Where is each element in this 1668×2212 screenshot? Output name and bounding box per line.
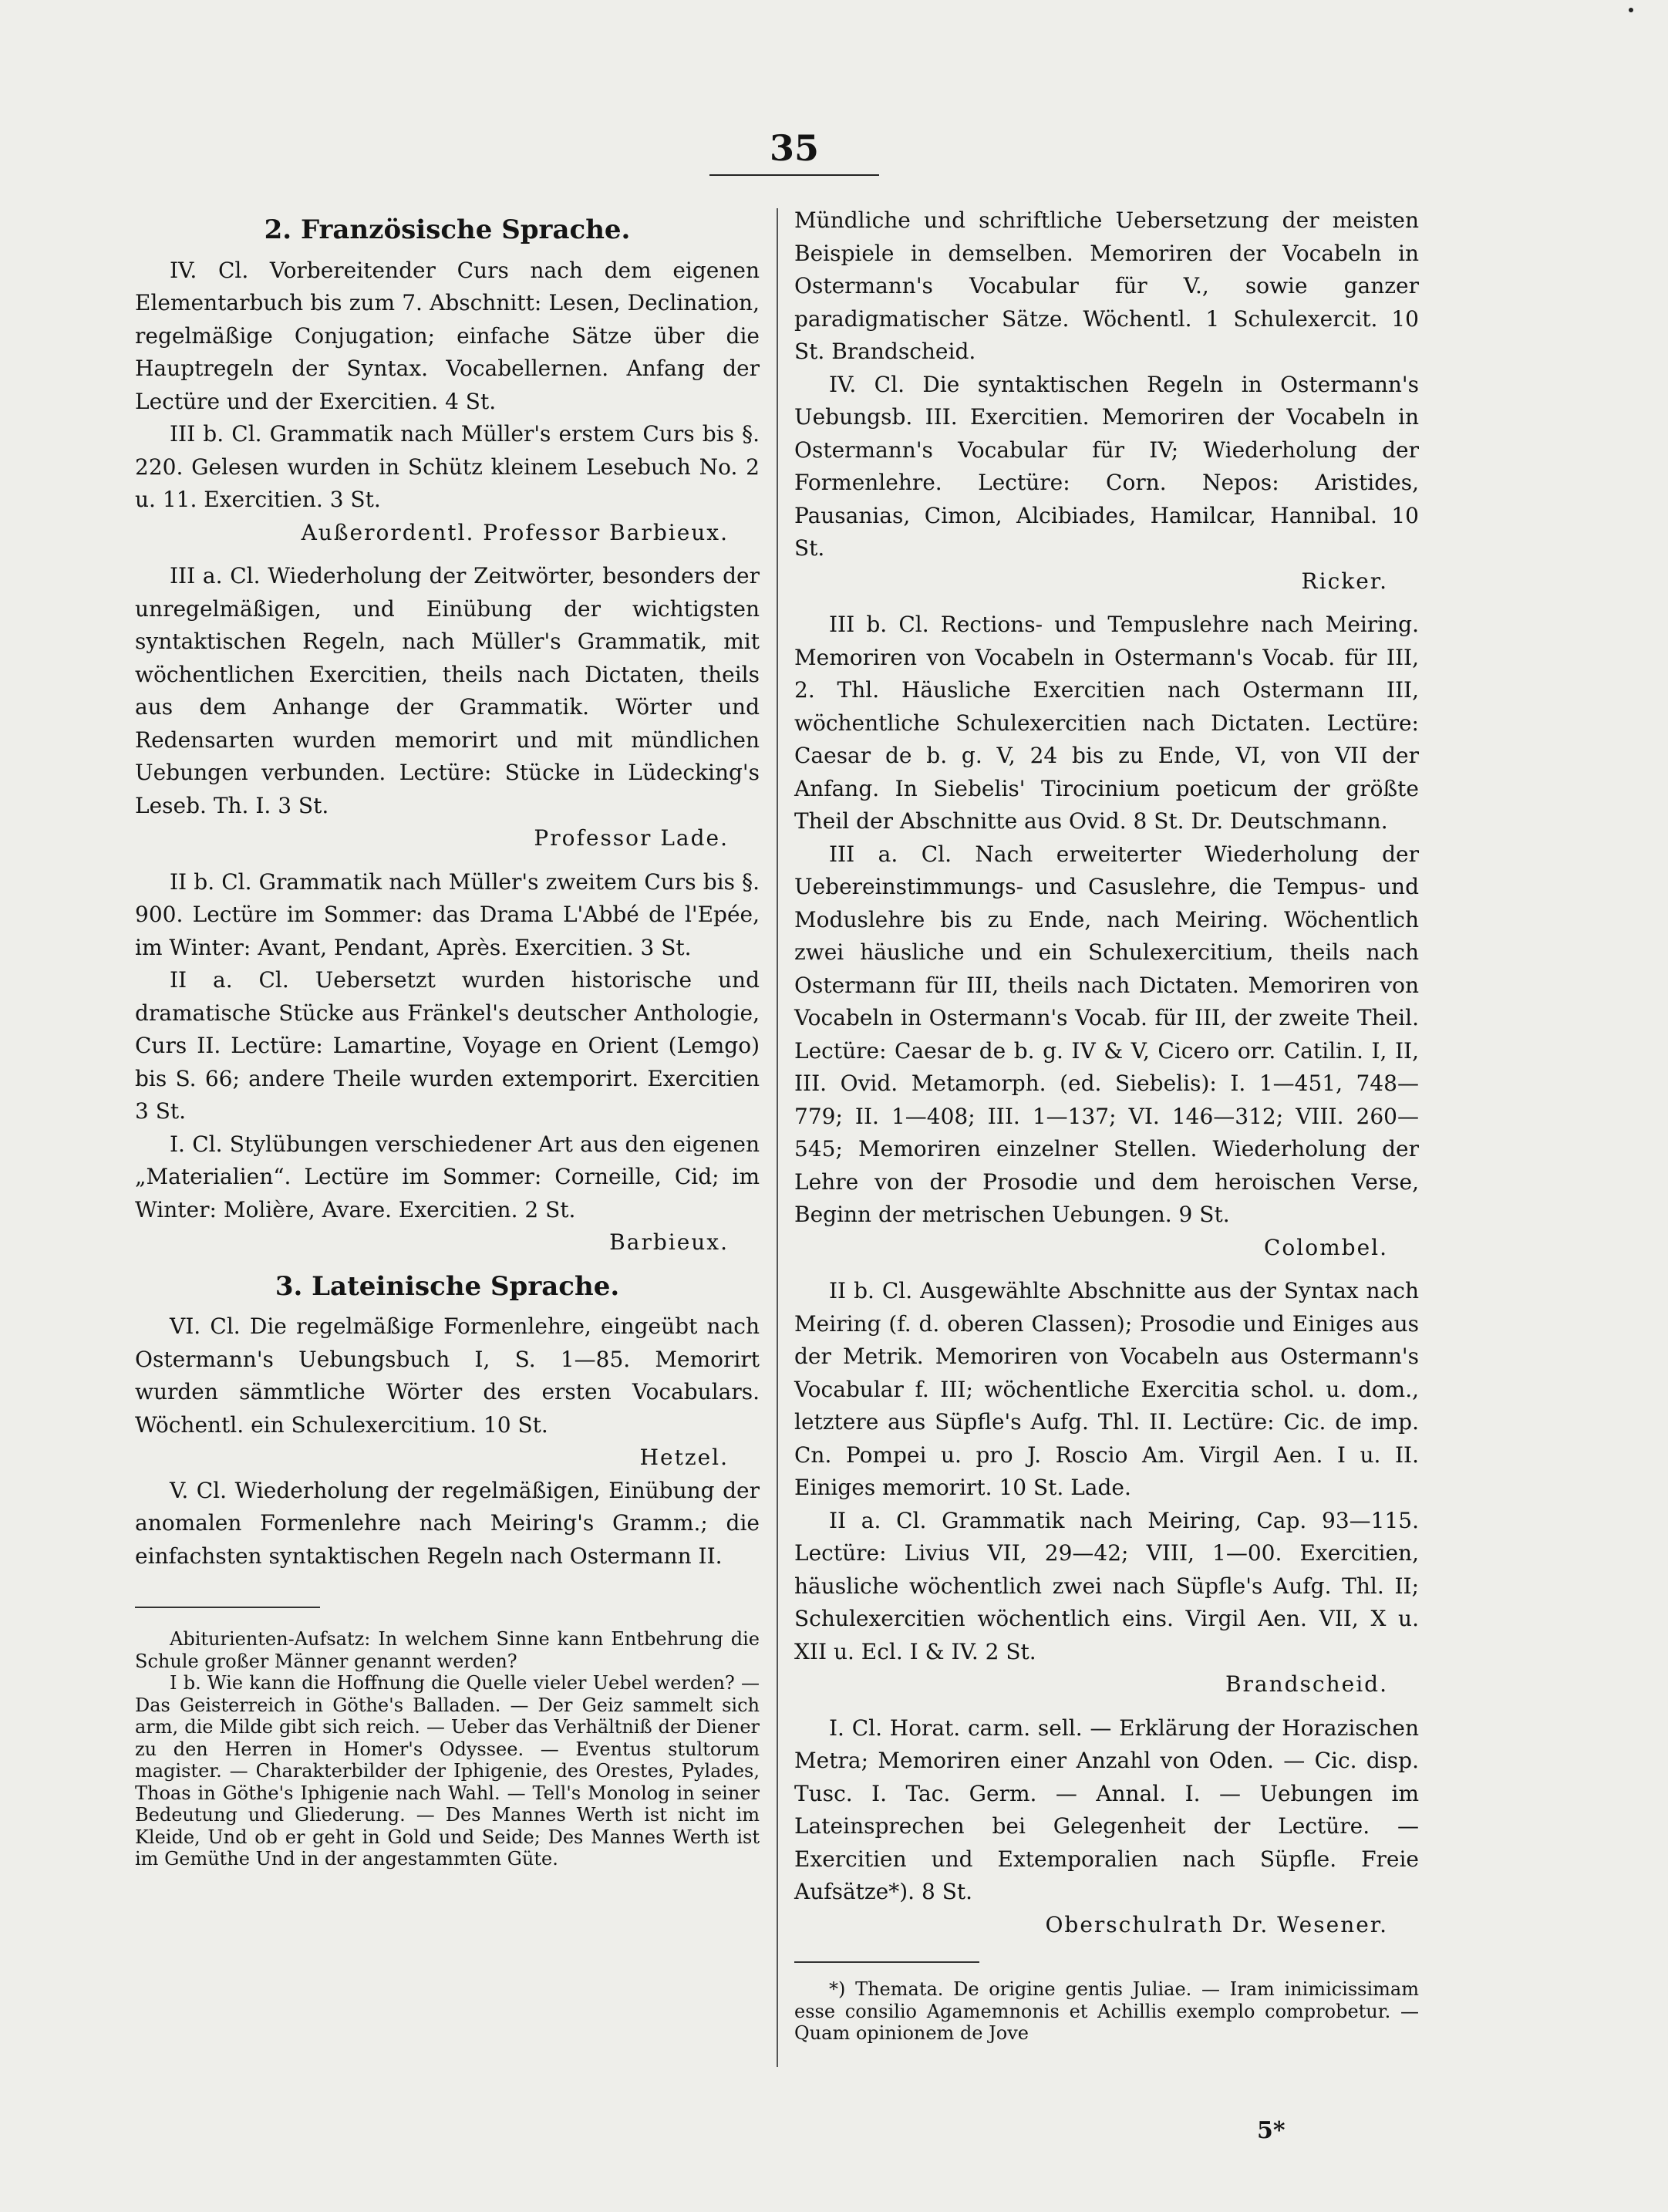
french-entry-iv: IV. Cl. Vorbereitender Curs nach dem eigenen Elementarbuch bis zum 7. Abschnitt: Lesen, Declination, regelmäßige Conjugation; einfache Sätze über die Hauptregeln der Syntax. Vocabellernen. Anfang der Lectüre und der Exercitien. 4 St. (135, 257, 760, 414)
latin-teacher-iiia: Colombel. (1264, 1234, 1388, 1260)
footnote-rule (794, 1961, 979, 1963)
latin-entry-vi: VI. Cl. Die regelmäßige Formenlehre, eingeübt nach Ostermann's Uebungsbuch I, S. 1—85. Memorirt wurden sämmtliche Wörter des ersten Vocabulars. Wöchentl. ein Schulexercitium. 10 St. (135, 1313, 760, 1438)
french-heading: 2. Französische Sprache. (264, 214, 631, 245)
french-teacher-i: Barbieux. (609, 1229, 729, 1255)
essay-topic-abitur: Abiturienten-Aufsatz: In welchem Sinne kann Entbehrung die Schule großer Männer genannt werden? (135, 1628, 760, 1672)
french-entry-iib: II b. Cl. Grammatik nach Müller's zweitem Curs bis §. 900. Lectüre im Sommer: das Drama L'Abbé de l'Epée, im Winter: Avant, Pendant, Après. Exercitien. 3 St. (135, 868, 760, 960)
french-entry-i: I. Cl. Stylübungen verschiedener Art aus den eigenen „Materialien“. Lectüre im Sommer: Corneille, Cid; im Winter: Molière, Avare. Exercitien. 2 St. (135, 1131, 760, 1222)
latin-teacher-iia: Brandscheid. (1225, 1671, 1388, 1697)
page-number-rule (709, 174, 879, 176)
printer-signature: 5* (1257, 2117, 1286, 2144)
column-divider (777, 208, 778, 2067)
latin-entry-iib: II b. Cl. Ausgewählte Abschnitte aus der Syntax nach Meiring (f. d. oberen Classen); Prosodie und Einiges aus der Metrik. Memoriren von Vocabeln aus Ostermann's Vocabular f. III; wöchentliche Exercitia schol. u. dom., letztere aus Süpfle's Aufg. Thl. II. Lectüre: Cic. de imp. Cn. Pompei u. pro J. Roscio Am. Virgil Aen. I u. II. Einiges memorirt. 10 St. Lade. (794, 1278, 1419, 1500)
latin-entry-iiib: III b. Cl. Rections- und Tempuslehre nach Meiring. Memoriren von Vocabeln in Ostermann's Vocab. für III, 2. Thl. Häusliche Exercitien nach Ostermann III, wöchentliche Schulexercitien nach Dictaten. Lectüre: Caesar de b. g. V, 24 bis zu Ende, VI, von VII der Anfang. In Siebelis' Tirocinium poeticum der größte Theil der Abschnitte aus Ovid. 8 St. Dr. Deutschmann. (794, 612, 1419, 834)
essay-topics-ib: I b. Wie kann die Hoffnung die Quelle vieler Uebel werden? — Das Geisterreich in Göthe's Balladen. — Der Geiz sammelt sich arm, die Milde gibt sich reich. — Ueber das Verhältniß der Diener zu den Herren in Homer's Odyssee. — Eventus stultorum magister. — Charakterbilder der Iphigenie, des Orestes, Pylades, Thoas in Göthe's Iphigenie nach Wahl. — Tell's Monolog in seiner Bedeutung und Gliederung. — Des Mannes Werth ist nicht im Kleide, Und ob er geht in Gold und Seide; Des Mannes Werth ist im Gemüthe Und in der angestammten Güte. (135, 1672, 760, 1870)
french-entry-iiia: III a. Cl. Wiederholung der Zeitwörter, besonders der unregelmäßigen, und Einübung der wichtigsten syntaktischen Regeln, nach Müller's Grammatik, mit wöchentlichen Exercitien, theils nach Dictaten, theils aus dem Anhange der Grammatik. Wörter und Redensarten wurden memorirt und mit mündlichen Uebungen verbunden. Lectüre: Stücke in Lüdecking's Leseb. Th. I. 3 St. (135, 563, 760, 818)
left-column (135, 204, 760, 1870)
latin-entry-iia: II a. Cl. Grammatik nach Meiring, Cap. 93—115. Lectüre: Livius VII, 29—42; VIII, 1—00. Exercitien, häusliche wöchentlich zwei nach Süpfle's Aufg. Thl. II; Schulexercitien wöchentlich eins. Virgil Aen. VII, X u. XII u. Ecl. I & IV. 2 St. (794, 1507, 1419, 1664)
right-column (794, 204, 1419, 2045)
french-entry-iia: II a. Cl. Uebersetzt wurden historische und dramatische Stücke aus Fränkel's deutscher Anthologie, Curs II. Lectüre: Lamartine, Voyage en Orient (Lemgo) bis S. 66; andere Theile wurden extemporirt. Exercitien 3 St. (135, 967, 760, 1124)
page-mark (1629, 8, 1633, 12)
latin-teacher-iv: Ricker. (1301, 568, 1388, 594)
french-teacher-iiib: Außerordentl. Professor Barbieux. (301, 519, 729, 545)
footnote: *) Themata. De origine gentis Juliae. — Iram inimicissimam esse consilio Agamemnonis et Achillis exemplo comprobetur. — Quam opinionem de Jove (794, 1978, 1419, 2044)
latin-entry-v-cont: Mündliche und schriftliche Uebersetzung der meisten Beispiele in demselben. Memoriren der Vocabeln in Ostermann's Vocabular für V., sowie ganzer paradigmatischer Sätze. Wöchentl. 1 Schulexercit. 10 St. Brandscheid. (794, 207, 1419, 364)
latin-entry-v: V. Cl. Wiederholung der regelmäßigen, Einübung der anomalen Formenlehre nach Meiring's Gramm.; die einfachsten syntaktischen Regeln nach Ostermann II. (135, 1477, 760, 1569)
french-teacher-iiia: Professor Lade. (534, 825, 729, 851)
latin-teacher-i: Oberschulrath Dr. Wesener. (1045, 1911, 1388, 1937)
page-number: 35 (769, 127, 819, 169)
french-entry-iiib: III b. Cl. Grammatik nach Müller's erstem Curs bis §. 220. Gelesen wurden in Schütz kleinem Lesebuch No. 2 u. 11. Exercitien. 3 St. (135, 421, 760, 512)
latin-heading: 3. Lateinische Sprache. (275, 1270, 620, 1302)
latin-entry-iiia: III a. Cl. Nach erweiterter Wiederholung der Uebereinstimmungs- und Casuslehre, die Tempus- und Moduslehre bis zu Ende, nach Meiring. Wöchentlich zwei häusliche und ein Schulexercitium, theils nach Ostermann für III, theils nach Dictaten. Memoriren von Vocabeln in Ostermann's Vocab. für III, der zweite Theil. Lectüre: Caesar de b. g. IV & V, Cicero orr. Catilin. I, II, III. Ovid. Metamorph. (ed. Siebelis): I. 1—451, 748—779; II. 1—408; III. 1—137; VI. 146—312; VIII. 260—545; Memoriren einzelner Stellen. Wiederholung der Lehre von der Prosodie und dem heroischen Verse, Beginn der metrischen Uebungen. 9 St. (794, 841, 1419, 1227)
note-rule (135, 1607, 320, 1608)
latin-teacher-vi: Hetzel. (639, 1445, 729, 1470)
latin-entry-iv: IV. Cl. Die syntaktischen Regeln in Ostermann's Uebungsb. III. Exercitien. Memoriren der Vocabeln in Ostermann's Vocabular für IV; Wiederholung der Formenlehre. Lectüre: Corn. Nepos: Aristides, Pausanias, Cimon, Alcibiades, Hamilcar, Hannibal. 10 St. (794, 371, 1419, 561)
latin-entry-i: I. Cl. Horat. carm. sell. — Erklärung der Horazischen Metra; Memoriren einer Anzahl von Oden. — Cic. disp. Tusc. I. Tac. Germ. — Annal. I. — Uebungen im Lateinsprechen bei Gelegenheit der Lectüre. — Exercitien und Extemporalien nach Süpfle. Freie Aufsätze*). 8 St. (794, 1715, 1419, 1904)
